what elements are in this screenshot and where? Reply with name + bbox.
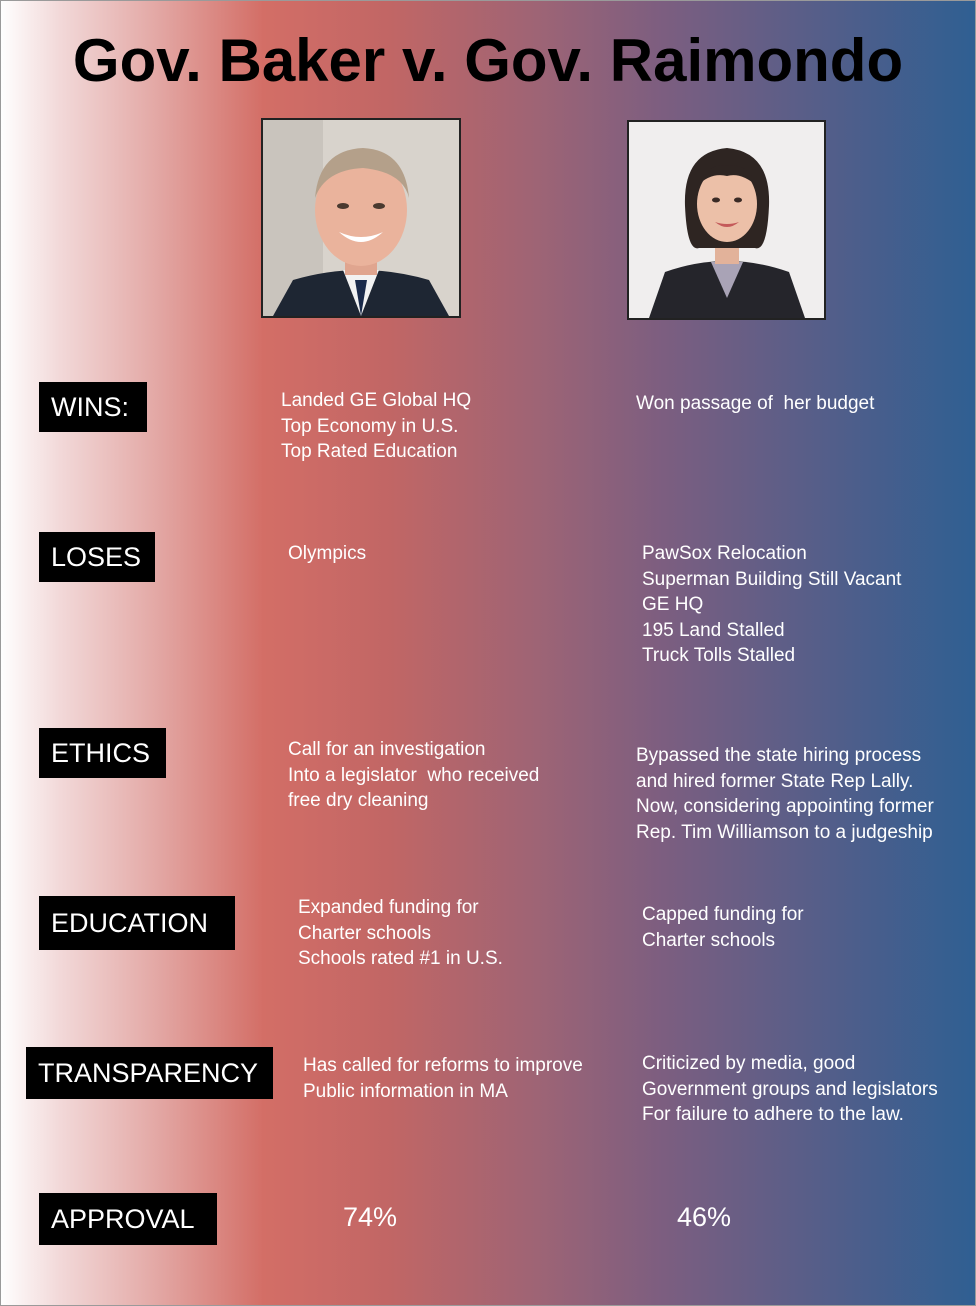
approval-label: APPROVAL [39,1193,217,1245]
list-item: Schools rated #1 in U.S. [298,948,503,969]
raimondo-transparency [642,1051,938,1128]
list-item: Charter schools [642,929,776,951]
loses-label: LOSES [39,532,155,582]
list-item: Top Economy in U.S. [281,415,459,437]
person-portrait-man-icon [263,120,459,316]
baker-approval: 74% [343,1202,398,1232]
list-item: Truck Tolls Stalled [642,645,796,666]
education-label: EDUCATION [39,896,235,950]
list-item: 195 Land Stalled [642,619,785,641]
list-item: GE HQ [642,594,704,615]
list-item: Superman Building Still Vacant [642,568,902,590]
list-item: Capped funding for [642,904,804,925]
raimondo-ethics [636,743,934,845]
list-item: free dry cleaning [288,790,429,811]
list-item: Expanded funding for [298,897,479,918]
list-item: Charter schools [298,922,432,944]
list-item: Criticized by media, good [642,1053,856,1074]
list-item: and hired former State Rep Lally. [636,770,914,792]
list-item: Now, considering appointing former [636,796,934,817]
list-item: Olympics [288,543,367,564]
page-title: Gov. Baker v. Gov. Raimondo [72,27,904,94]
list-item: Top Rated Education [281,441,458,462]
list-item: Government groups and legislators [642,1078,938,1100]
list-item: Call for an investigation [288,739,486,760]
raimondo-education [642,902,804,953]
raimondo-approval: 46% [677,1202,732,1232]
list-item: Into a legislator who received [288,764,540,786]
person-portrait-woman-icon [629,122,824,318]
wins-label: WINS: [39,382,147,432]
list-item: For failure to adhere to the law. [642,1104,904,1125]
baker-education [298,895,503,972]
list-item: Has called for reforms to improve [303,1055,583,1076]
baker-transparency [303,1053,583,1104]
raimondo-loses [642,541,901,669]
baker-ethics [288,737,539,814]
list-item: Landed GE Global HQ [281,390,472,411]
list-item: Rep. Tim Williamson to a judgeship [636,821,933,843]
raimondo-wins [636,391,874,417]
list-item: Public information in MA [303,1080,508,1102]
ethics-label: ETHICS [39,728,166,778]
baker-photo [261,118,461,318]
list-item: Won passage of her budget [636,393,875,414]
baker-loses [288,541,366,567]
list-item: Bypassed the state hiring process [636,745,922,766]
list-item: PawSox Relocation [642,543,807,564]
raimondo-photo [627,120,826,320]
transparency-label: TRANSPARENCY [26,1047,273,1099]
baker-wins [281,388,471,465]
